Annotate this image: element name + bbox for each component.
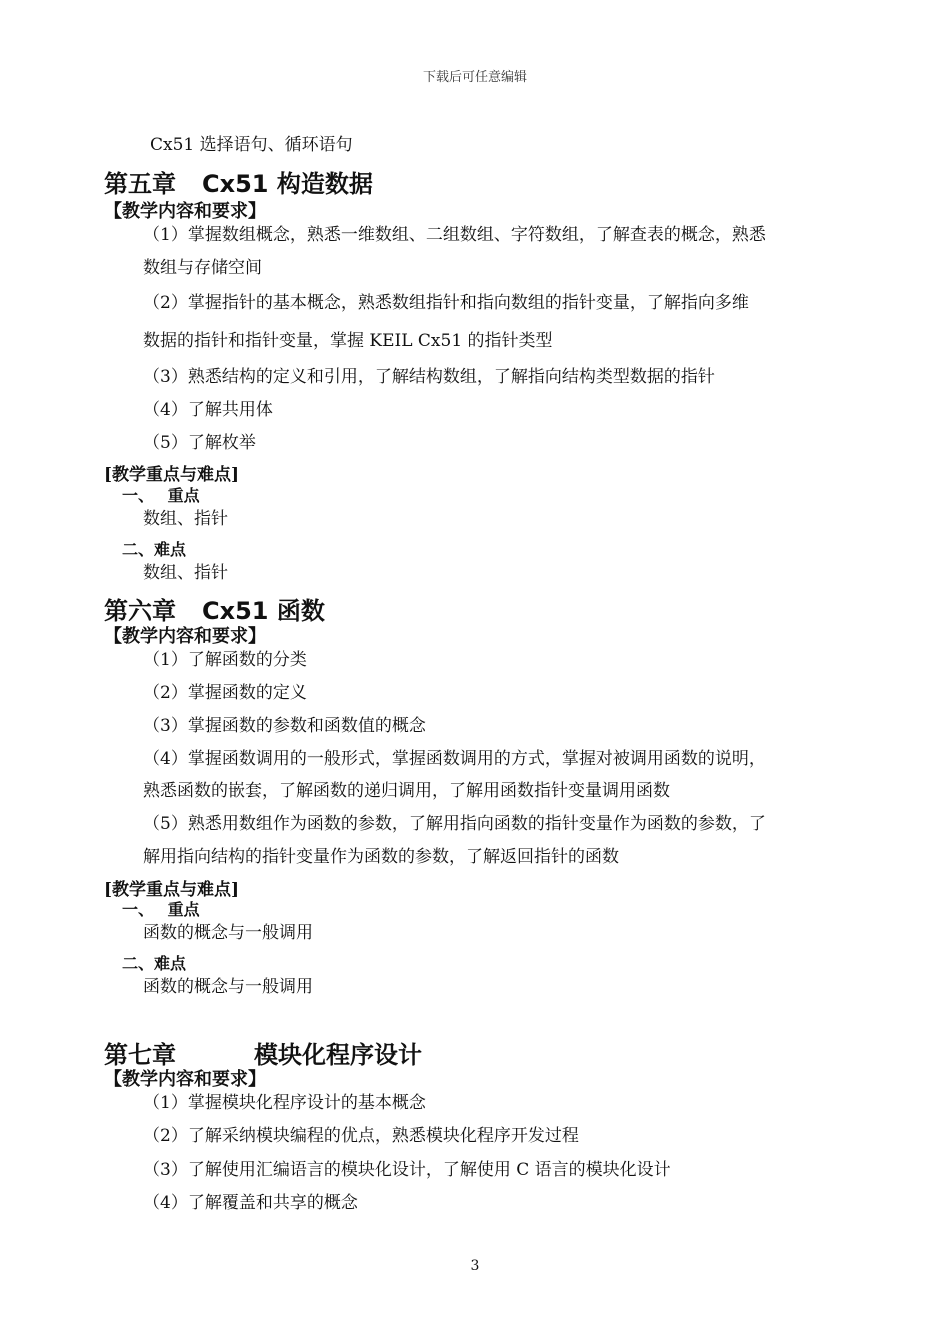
page-header: 下载后可任意编辑 <box>422 70 527 85</box>
chapter-5-item: （3）熟悉结构的定义和引用，了解结构数组，了解指向结构类型数据的指针 <box>143 367 715 387</box>
chapter-6-item: （3）掌握函数的参数和函数值的概念 <box>143 716 426 736</box>
chapter-5-label: 第五章 <box>104 170 176 198</box>
chapter-5-diff-label: 二、难点 <box>122 540 187 559</box>
chapter-5-item: 数据的指针和指针变量，掌握 KEIL Cx51 的指针类型 <box>143 331 553 351</box>
chapter-6-item: （5）熟悉用数组作为函数的参数，了解用指向函数的指针变量作为函数的参数，了 <box>143 814 766 834</box>
intro-line: Cx51 选择语句、循环语句 <box>150 135 353 155</box>
chapter-6-item: （1）了解函数的分类 <box>143 650 307 670</box>
chapter-7-label: 第七章 <box>104 1041 176 1069</box>
page-number: 3 <box>470 1258 480 1274</box>
chapter-5-item: （4）了解共用体 <box>143 400 273 420</box>
chapter-5-key-text: 数组、指针 <box>143 509 228 529</box>
chapter-5-heading <box>104 164 373 199</box>
chapter-5-title: Cx51 构造数据 <box>202 170 373 198</box>
chapter-6-item: 解用指向结构的指针变量作为函数的参数，了解返回指针的函数 <box>143 847 619 867</box>
chapter-6-key-heading: [教学重点与难点] <box>104 880 240 900</box>
chapter-5-item: （5）了解枚举 <box>143 433 256 453</box>
chapter-5-content-heading: 【教学内容和要求】 <box>104 201 266 222</box>
chapter-6-title: Cx51 函数 <box>202 597 325 625</box>
chapter-5-item: 数组与存储空间 <box>143 258 262 278</box>
chapter-5-key-heading: [教学重点与难点] <box>104 465 240 485</box>
chapter-6-diff-text: 函数的概念与一般调用 <box>143 977 313 997</box>
chapter-6-key-label: 一、 重点 <box>122 900 200 919</box>
chapter-7-item: （3）了解使用汇编语言的模块化设计，了解使用 C 语言的模块化设计 <box>143 1160 671 1180</box>
chapter-5-key-label: 一、 重点 <box>122 486 200 505</box>
chapter-7-title: 模块化程序设计 <box>254 1041 422 1069</box>
chapter-5-diff-text: 数组、指针 <box>143 563 228 583</box>
chapter-5-item: （1）掌握数组概念，熟悉一维数组、二组数组、字符数组，了解查表的概念，熟悉 <box>143 225 766 245</box>
chapter-6-item: （4）掌握函数调用的一般形式，掌握函数调用的方式，掌握对被调用函数的说明， <box>143 749 766 769</box>
chapter-6-content-heading: 【教学内容和要求】 <box>104 626 266 647</box>
chapter-6-heading <box>104 591 325 626</box>
chapter-7-content-heading: 【教学内容和要求】 <box>104 1069 266 1090</box>
chapter-5-item: （2）掌握指针的基本概念，熟悉数组指针和指向数组的指针变量，了解指向多维 <box>143 293 749 313</box>
chapter-6-label: 第六章 <box>104 597 176 625</box>
chapter-7-item: （4）了解覆盖和共享的概念 <box>143 1193 358 1213</box>
chapter-6-item: 熟悉函数的嵌套，了解函数的递归调用，了解用函数指针变量调用函数 <box>143 781 670 801</box>
chapter-7-item: （2）了解采纳模块编程的优点，熟悉模块化程序开发过程 <box>143 1126 579 1146</box>
chapter-6-item: （2）掌握函数的定义 <box>143 683 307 703</box>
chapter-6-key-text: 函数的概念与一般调用 <box>143 923 313 943</box>
chapter-6-diff-label: 二、难点 <box>122 954 187 973</box>
chapter-7-item: （1）掌握模块化程序设计的基本概念 <box>143 1093 426 1113</box>
